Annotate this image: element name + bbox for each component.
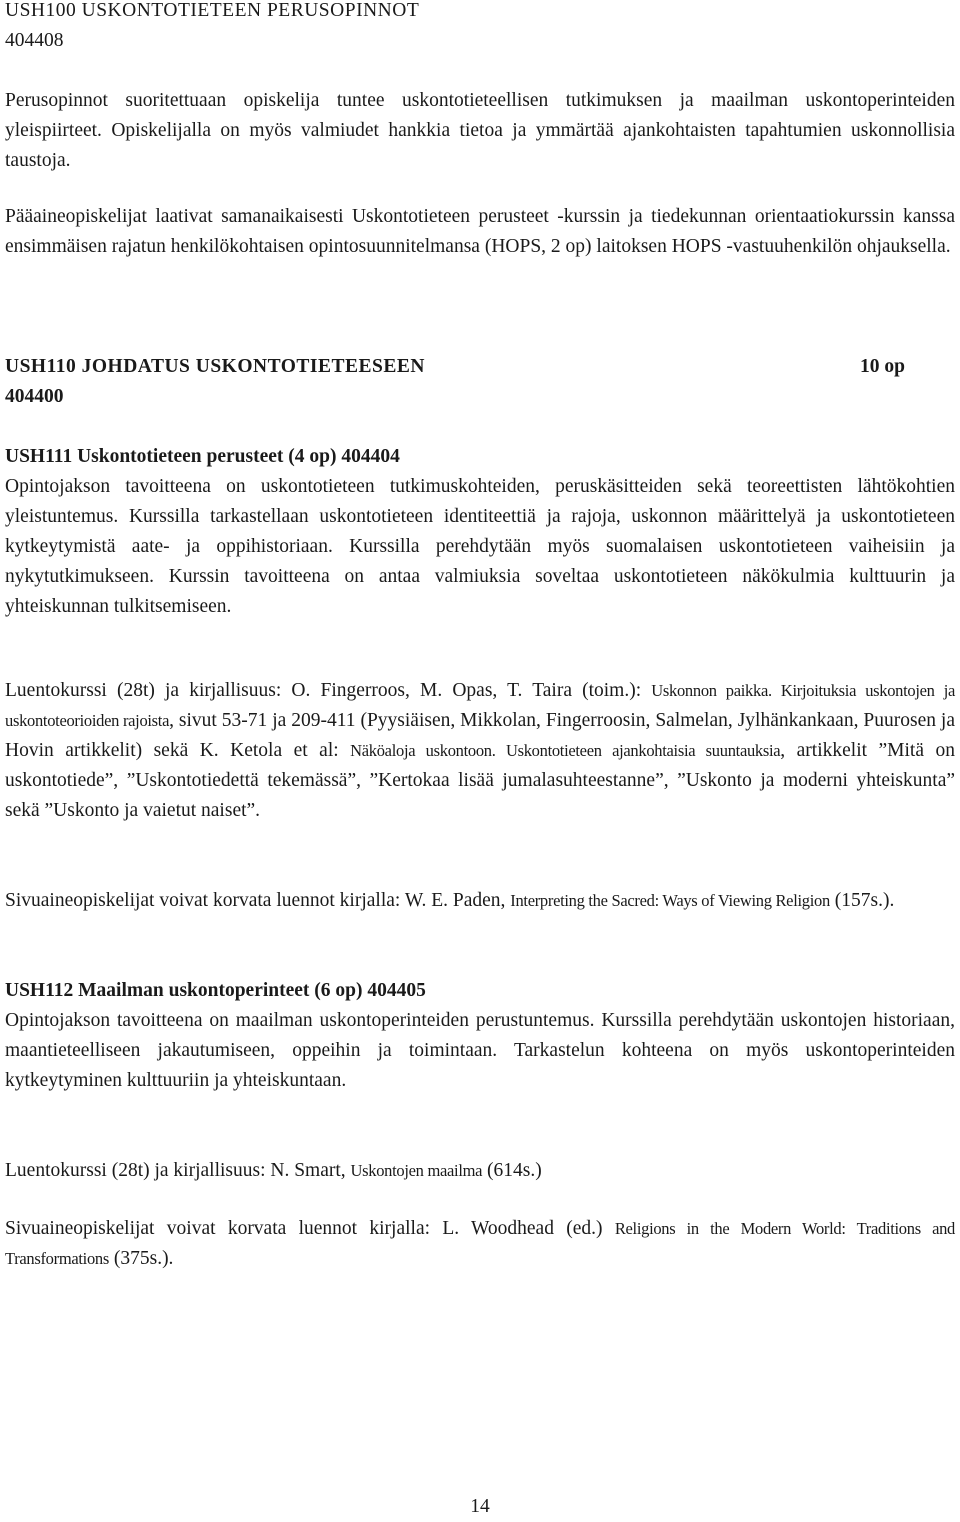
course2-lit-intro: Luentokurssi (28t) ja kirjallisuus: N. Smart, — [5, 1160, 351, 1181]
module-header — [5, 352, 955, 412]
top-title: USH100 USKONTOTIETEEN PERUSOPINNOT — [5, 0, 420, 21]
module-title: USH110 JOHDATUS USKONTOTIETEESEEN — [5, 356, 425, 377]
course1-lit-intro: Luentokurssi (28t) ja kirjallisuus: O. Fingerroos, M. Opas, T. Taira (toim.): — [5, 680, 652, 701]
course1-heading: USH111 Uskontotieteen perusteet (4 op) 404404 — [5, 446, 400, 467]
course-usha111 — [5, 442, 955, 622]
intro-paragraph-1: Perusopinnot suoritettuaan opiskelija tuntee uskontotieteellisen tutkimuksen ja maailman uskontoperinteiden yleispiirteet. Opiskelijalla on myös valmiudet hankkia tietoa ja ymmärtää ajankohtaisten tapahtumien uskonnollisia taustoja. — [5, 90, 955, 171]
top-header — [5, 0, 419, 56]
module-code: 404400 — [5, 386, 64, 407]
course2-lit-book: Uskontojen maailma — [350, 1161, 483, 1180]
course1-minor-end: (157s.). — [829, 890, 895, 911]
course-usha112 — [5, 976, 955, 1096]
course1-lit-book2: Näköaloja uskontoon. Uskontotieteen ajankohtaisia suuntauksia — [350, 741, 781, 760]
course2-minor-literature — [5, 1214, 955, 1274]
intro-paragraph-2: Pääaineopiskelijat laativat samanaikaisesti Uskontotieteen perusteet -kurssin ja tiedekunnan orientaatiokurssin kanssa ensimmäisen rajatun henkilökohtaisen opintosuunnitelmansa (HOPS, 2 op) laitoksen HOPS -vastuuhenkilön ohjauksella. — [5, 206, 955, 257]
course1-minor-book: Interpreting the Sacred: Ways of Viewing Religion — [510, 891, 830, 910]
course1-lit-book1: Uskonnon paikka. Kirjoituksia uskontojen ja uskontoteorioiden rajoista — [5, 681, 956, 730]
course2-minor-book: Religions in the Modern World: Traditions and Transformations — [5, 1219, 955, 1268]
course2-literature — [5, 1156, 955, 1186]
top-code: 404408 — [5, 30, 64, 51]
course2-description: Opintojakson tavoitteena on maailman uskontoperinteiden perustuntemus. Kurssilla perehdytään uskontojen historiaan, maantieteelliseen jakautumiseen, oppeihin ja toimintaan. Tarkastelun kohteena on myös uskontoperinteiden kytkeytyminen kulttuuriin ja yhteiskuntaan. — [5, 1010, 955, 1091]
course2-minor-end: (375s.). — [108, 1248, 174, 1269]
module-title-row — [5, 352, 905, 382]
course2-lit-end: (614s.) — [482, 1160, 542, 1181]
course1-literature — [5, 676, 955, 826]
module-credits: 10 op — [860, 356, 905, 377]
course1-lit-mid: , sivut 53-71 ja 209-411 (Pyysiäisen, Mikkolan, Fingerroosin, Salmelan, Jylhänkankaan, Puurosen ja Hovin artikkelit) sekä K. Ketola et al: — [5, 710, 955, 761]
course1-description: Opintojakson tavoitteena on uskontotieteen tutkimuskohteiden, peruskäsitteiden sekä teoreettisten lähtökohtien yleistuntemus. Kurssilla tarkastellaan uskontotieteen identiteettiä ja rajoja, uskonnon määrittelyä ja uskontotieteen kytkeytymistä aate- ja oppihistoriaan. Kurssilla perehdytään myös suomalaisen uskontotieteen vaiheisiin ja nykytutkimukseen. Kurssin tavoitteena on antaa valmiuksia soveltaa uskontotieteen näkökulmia kulttuurin ja yhteiskunnan tulkitsemiseen. — [5, 476, 955, 617]
course1-minor-intro: Sivuaineopiskelijat voivat korvata luennot kirjalla: W. E. Paden, — [5, 890, 511, 911]
course1-lit-end: , artikkelit ”Mitä on uskontotiede”, ”Uskontotiedettä tekemässä”, ”Kertokaa lisää jumalasuhteestanne”, ”Uskonto ja moderni yhteiskunta” sekä ”Uskonto ja vaietut naiset”. — [5, 740, 955, 821]
course1-minor-literature — [5, 886, 955, 916]
course2-heading: USH112 Maailman uskontoperinteet (6 op) 404405 — [5, 980, 426, 1001]
course2-minor-intro: Sivuaineopiskelijat voivat korvata luennot kirjalla: L. Woodhead (ed.) — [5, 1218, 615, 1239]
page-number: 14 — [470, 1496, 490, 1517]
